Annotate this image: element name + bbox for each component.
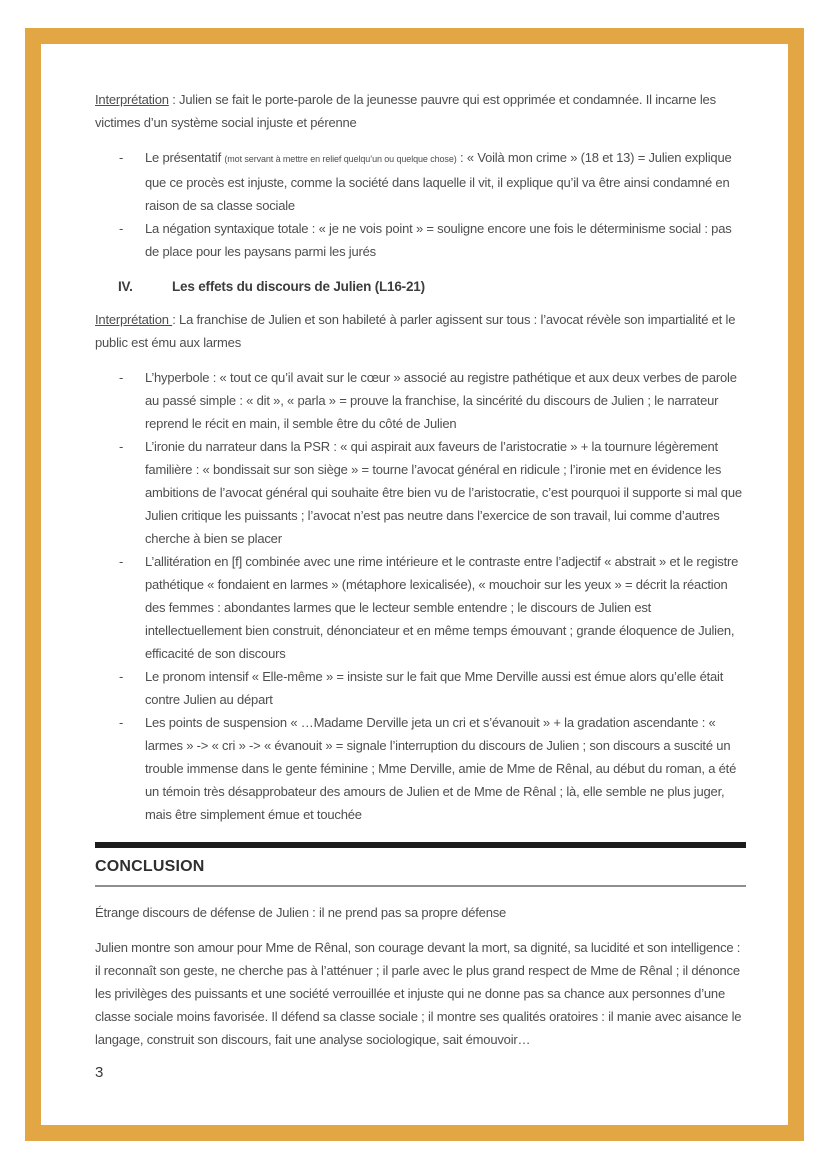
- conclusion-heading: CONCLUSION: [95, 858, 205, 875]
- presentatif-rest: : « Voilà mon crime » (18 et 13) = Julien explique que ce procès est injuste, comme la société dans laquelle il vit, il explique qu’il va être ainsi condamné en raison de sa classe sociale: [145, 150, 732, 213]
- analysis-list-2: [95, 366, 746, 826]
- conclusion-paragraph-1: Étrange discours de défense de Julien : il ne prend pas sa propre défense: [95, 905, 507, 920]
- list-item-text: L’hyperbole : « tout ce qu’il avait sur le cœur » associé au registre pathétique et aux deux verbes de parole au passé simple : « dit », « parla » = prouve la franchise, la sincérité du discours de Julien ; le narrateur reprend le récit en main, il semble être du côté de Julien: [145, 370, 737, 431]
- list-item: [95, 665, 746, 711]
- list-item-text: L’ironie du narrateur dans la PSR : « qui aspirait aux faveurs de l’aristocratie » + la tournure légèrement familière : « bondissait sur son siège » = tourne l’avocat général en ridicule ; l’ironie met en évidence les ambitions de l’avocat général qui souhaite être bien vu de l’aristocratie, c’est pourquoi il supporte si mal que Julien critique les puissants ; l’avocat n’est pas neutre dans l’exercice de son travail, lui comme d’autres cherche à bien se placer: [145, 439, 742, 546]
- section-title: Les effets du discours de Julien (L16-21): [172, 279, 425, 294]
- list-item-text: [145, 146, 746, 217]
- dash-marker: -: [119, 554, 124, 569]
- interpretation-paragraph-2: [95, 308, 746, 354]
- dash-marker: -: [119, 150, 124, 165]
- dash-marker: -: [119, 221, 124, 236]
- list-item-text: La négation syntaxique totale : « je ne vois point » = souligne encore une fois le déterminisme social : pas de place pour les paysans parmi les jurés: [145, 221, 732, 259]
- list-item-text: L’allitération en [f] combinée avec une rime intérieure et le contraste entre l’adjectif « abstrait » et le registre pathétique « fondaient en larmes » (métaphore lexicalisée), « mouchoir sur les yeux » = décrit la réaction des femmes : abondantes larmes que le lecteur semble entendre ; le discours de Julien est intellectuellement bien construit, dénonciateur et en même temps émouvant ; grande éloquence de Julien, efficacité de son discours: [145, 554, 739, 661]
- section-heading-iv: [95, 275, 746, 298]
- section-numeral: IV.: [118, 279, 133, 294]
- dash-marker: -: [119, 370, 124, 385]
- conclusion-paragraph-2: Julien montre son amour pour Mme de Rênal, son courage devant la mort, sa dignité, sa lucidité et son intelligence : il reconnaît son geste, ne cherche pas à l’atténuer ; il parle avec le plus grand respect de Mme de Rênal ; il dénonce les privilèges des puissants et une société verrouillée et injuste qui ne donne pas sa chance aux personnes d’une classe sociale moins favorisée. Il défend sa classe sociale ; il montre ses qualités oratoires : il manie avec aisance le langage, construit son discours, fait une analyse sociologique, sait émouvoir…: [95, 940, 742, 1047]
- presentatif-lead: Le présentatif: [145, 150, 225, 165]
- list-item: [95, 366, 746, 435]
- page-content: [95, 88, 746, 1063]
- list-item: [95, 550, 746, 665]
- interpretation-label-2: Interprétation: [95, 312, 173, 327]
- dash-marker: -: [119, 715, 124, 730]
- interpretation-label-1: Interprétation: [95, 92, 169, 107]
- conclusion-heading-block: [95, 842, 746, 887]
- list-item-text: Les points de suspension « …Madame Derville jeta un cri et s’évanouit » + la gradation ascendante : « larmes » -> « cri » -> « évanouit » = signale l’interruption du discours de Julien ; son discours a suscité un trouble immense dans le gente féminine ; Mme Derville, amie de Mme de Rênal, au début du roman, a été un témoin très désapprobateur des amours de Julien et de Mme de Rênal ; là, elle semble ne plus juger, mais être simplement émue et touchée: [145, 715, 737, 822]
- dash-marker: -: [119, 439, 124, 454]
- presentatif-definition-note: (mot servant à mettre en relief quelqu’un ou quelque chose): [224, 154, 457, 164]
- list-item: [95, 217, 746, 263]
- interpretation-text-1: : Julien se fait le porte-parole de la jeunesse pauvre qui est opprimée et condamnée. Il incarne les victimes d’un système social injuste et pérenne: [95, 92, 716, 130]
- analysis-list-1: [95, 146, 746, 263]
- interpretation-paragraph-1: [95, 88, 746, 134]
- interpretation-text-2: : La franchise de Julien et son habileté à parler agissent sur tous : l’avocat révèle son impartialité et le public est ému aux larmes: [95, 312, 736, 350]
- list-item: [95, 711, 746, 826]
- dash-marker: -: [119, 669, 124, 684]
- list-item-text: Le pronom intensif « Elle-même » = insiste sur le fait que Mme Derville aussi est émue alors qu’elle était contre Julien au départ: [145, 669, 724, 707]
- page-number: 3: [95, 1064, 104, 1081]
- list-item: [95, 435, 746, 550]
- list-item: [95, 146, 746, 217]
